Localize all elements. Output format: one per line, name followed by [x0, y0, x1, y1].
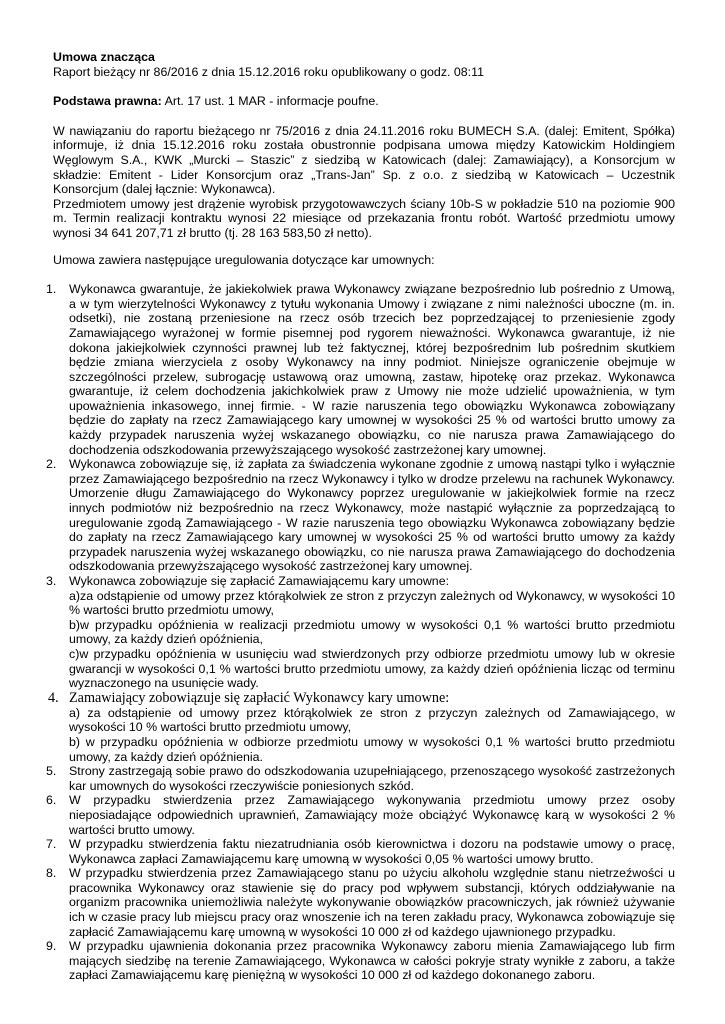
- list-item: [46, 837, 675, 866]
- item-text: Wykonawca gwarantuje, że jakiekolwiek prawa Wykonawcy związane bezpośrednio lub pośrednio z Umową, a w tym wierzytelności Wykonawcy z tytułu wykonania Umowy i związane z nimi należności uboczne (m. in. odsetki), nie zostaną przeniesione na rzecz osób trzecich bez poprzedzającej to przeniesienie zgody Zamawiającego wyrażonej w formie pisemnej pod rygorem nieważności. Wykonawca gwarantuje, iż nie dokona jakiejkolwiek czynności prawnej lub też faktycznej, której bezpośrednim lub pośrednim skutkiem będzie zmiana wierzyciela z osoby Wykonawcy na inny podmiot. Niniejsze ograniczenie obejmuje w szczególności przelew, subrogację ustawową oraz umowną, zastaw, hipotekę oraz przekaz. Wykonawca gwarantuje, iż celem dochodzenia jakichkolwiek praw z Umowy nie może udzielić upoważnienia, w tym upoważnienia inkasowego, innej firmie. - W razie naruszenia tego obowiązku Wykonawca zobowiązany będzie do zapłaty na rzecz Zamawiającego kary umownej w wysokości 25 % od wartości brutto umowy za każdy przypadek naruszenia wyżej wskazanego obowiązku, co nie narusza prawa Zamawiającego do dochodzenia odszkodowania przewyższającego wysokość zastrzeżonej kary umownej.: [69, 282, 675, 457]
- item-text: W przypadku stwierdzenia faktu niezatrudniania osób kierownictwa i dozoru na podstawie umowy o pracę, Wykonawca zapłaci Zamawiającemu karę umowną w wysokości 0,05 % wartości umowy brutto.: [69, 837, 675, 866]
- item-number: 4.: [48, 689, 59, 706]
- item-number: 9.: [46, 939, 57, 954]
- legal-basis-label: Podstawa prawna:: [53, 94, 162, 109]
- legal-basis: [53, 94, 675, 109]
- document-title: Umowa znacząca: [53, 50, 155, 64]
- item-number: 8.: [46, 866, 57, 881]
- item-text: Wykonawca zobowiązuje się zapłacić Zamawiającemu kary umowne:: [69, 574, 450, 588]
- list-item: [46, 574, 675, 691]
- item-number: 7.: [46, 837, 57, 852]
- item-number: 6.: [46, 793, 57, 808]
- penalty-list: [46, 282, 675, 983]
- item-number: 2.: [46, 457, 57, 472]
- sub-item: b)w przypadku opóźnienia w realizacji przedmiotu umowy w wysokości 0,1 % wartości brutto przedmiotu umowy, za każdy dzień opóźnienia,: [69, 617, 675, 647]
- report-subtitle: Raport bieżący nr 86/2016 z dnia 15.12.2016 roku opublikowany o godz. 08:11: [53, 64, 484, 79]
- item-text: Zamawiający zobowiązuje się zapłacić Wykonawcy kary umowne:: [69, 689, 450, 706]
- item-text: Strony zastrzegają sobie prawo do odszkodowania uzupełniającego, przenoszącego wysokość zastrzeżonych kar umownych do wysokości rzeczywiście poniesionych szkód.: [69, 764, 675, 793]
- item-number: 1.: [46, 282, 57, 297]
- item-text: W przypadku stwierdzenia przez Zamawiającego wykonywania przedmiotu umowy przez osoby nieposiadające odpowiednich uprawnień, Zamawiający może obciążyć Wykonawcę karą w wysokości 2 % wartości brutto umowy.: [69, 793, 675, 837]
- item-text: Wykonawca zobowiązuje się, iż zapłata za świadczenia wykonane zgodnie z umową nastąpi tylko i wyłącznie przez Zamawiającego bezpośrednio na rzecz Wykonawcy i tylko w drodze przelewu na rachunek Wykonawcy. Umorzenie długu Zamawiającego do Wykonawcy poprzez uregulowanie w jakiejkolwiek formie na rzecz innych podmiotów niż bezpośrednio na rzecz Wykonawcy, może nastąpić wyłącznie za poprzedzającą to uregulowanie zgodą Zamawiającego - W razie naruszenia tego obowiązku Wykonawca zobowiązany będzie do zapłaty na rzecz Zamawiającego kary umownej w wysokości 25 % od wartości brutto umowy za każdy przypadek naruszenia wyżej wskazanego obowiązku, co nie narusza prawa Zamawiającego do dochodzenia odszkodowania przewyższającego wysokość zastrzeżonej kary umownej.: [69, 457, 675, 574]
- document-page: [46, 50, 675, 983]
- item-number: 5.: [46, 764, 57, 779]
- sub-item: c)w przypadku opóźnienia w usunięciu wad stwierdzonych przy odbiorze przedmiotu umowy lub w okresie gwarancji w wysokości 0,1 % wartości brutto przedmiotu umowy, za każdy dzień opóźnienia licząc od terminu wyznaczonego na usunięcie wady.: [69, 646, 675, 691]
- item-text: W przypadku ujawnienia dokonania przez pracownika Wykonawcy zaboru mienia Zamawiającego lub firm mających siedzibę na terenie Zamawiającego, Wykonawca w całości pokryje straty wynikłe z zaboru, a także zapłaci Zamawiającemu karę pieniężną w wysokości 10 000 zł od każdego dokonanego zaboru.: [69, 939, 675, 983]
- list-item: [48, 689, 675, 764]
- sub-item: a) za odstąpienie od umowy przez którąkolwiek ze stron z przyczyn zależnych od Zamawiającego, w wysokości 10 % wartości brutto przedmiotu umowy,: [69, 705, 675, 735]
- item-number: 3.: [46, 574, 57, 588]
- list-item: [46, 939, 675, 983]
- list-item: [46, 457, 675, 574]
- intro-paragraph-3: Umowa zawiera następujące uregulowania dotyczące kar umownych:: [53, 252, 435, 267]
- list-item: [46, 866, 675, 939]
- legal-basis-text: Art. 17 ust. 1 MAR - informacje poufne.: [164, 94, 379, 109]
- sub-item: a)za odstąpienie od umowy przez którąkolwiek ze stron z przyczyn zależnych od Wykonawcy, w wysokości 10 % wartości brutto przedmiotu umowy,: [69, 588, 675, 618]
- sub-item: b) w przypadku opóźnienia w odbiorze przedmiotu umowy w wysokości 0,1 % wartości brutto przedmiotu umowy, za każdy dzień opóźnienia.: [69, 734, 675, 764]
- intro-paragraph-2: Przedmiotem umowy jest drążenie wyrobisk przygotowawczych ściany 10b-S w pokładzie 510 na poziomie 900 m. Termin realizacji kontraktu wynosi 22 miesiące od przekazania frontu robót. Wartość przedmiotu umowy wynosi 34 641 207,71 zł brutto (tj. 28 163 583,50 zł netto).: [53, 196, 675, 240]
- intro-paragraph-1: W nawiązaniu do raportu bieżącego nr 75/2016 z dnia 24.11.2016 roku BUMECH S.A. (dalej: Emitent, Spółka) informuje, iż dnia 15.12.2016 roku została obustronnie podpisana umowa między Katowickim Holdingiem Węglowym S.A., KWK „Murcki – Staszic” z siedzibą w Katowicach (dalej: Zamawiający), a Konsorcjum w składzie: Emitent - Lider Konsorcjum oraz „Trans-Jan” Sp. z o.o. z siedzibą w Katowicach – Uczestnik Konsorcjum (dalej łącznie: Wykonawca).: [53, 123, 675, 197]
- list-item: [46, 282, 675, 457]
- list-item: [46, 764, 675, 793]
- list-item: [46, 793, 675, 837]
- item-text: W przypadku stwierdzenia przez Zamawiającego stanu po użyciu alkoholu względnie stanu nietrzeźwości u pracownika Wykonawcy oraz stawienie się do pracy pod wpływem substancji, których oddziaływanie na organizm pracownika uniemożliwia należyte wykonywanie obowiązków pracowniczych, jak również używanie ich w czasie pracy lub miejscu pracy oraz wnoszenie ich na teren zakładu pracy, Wykonawca zobowiązuje się zapłacić Zamawiającemu karę umowną w wysokości 10 000 zł od każdego ujawnionego przypadku.: [69, 866, 675, 939]
